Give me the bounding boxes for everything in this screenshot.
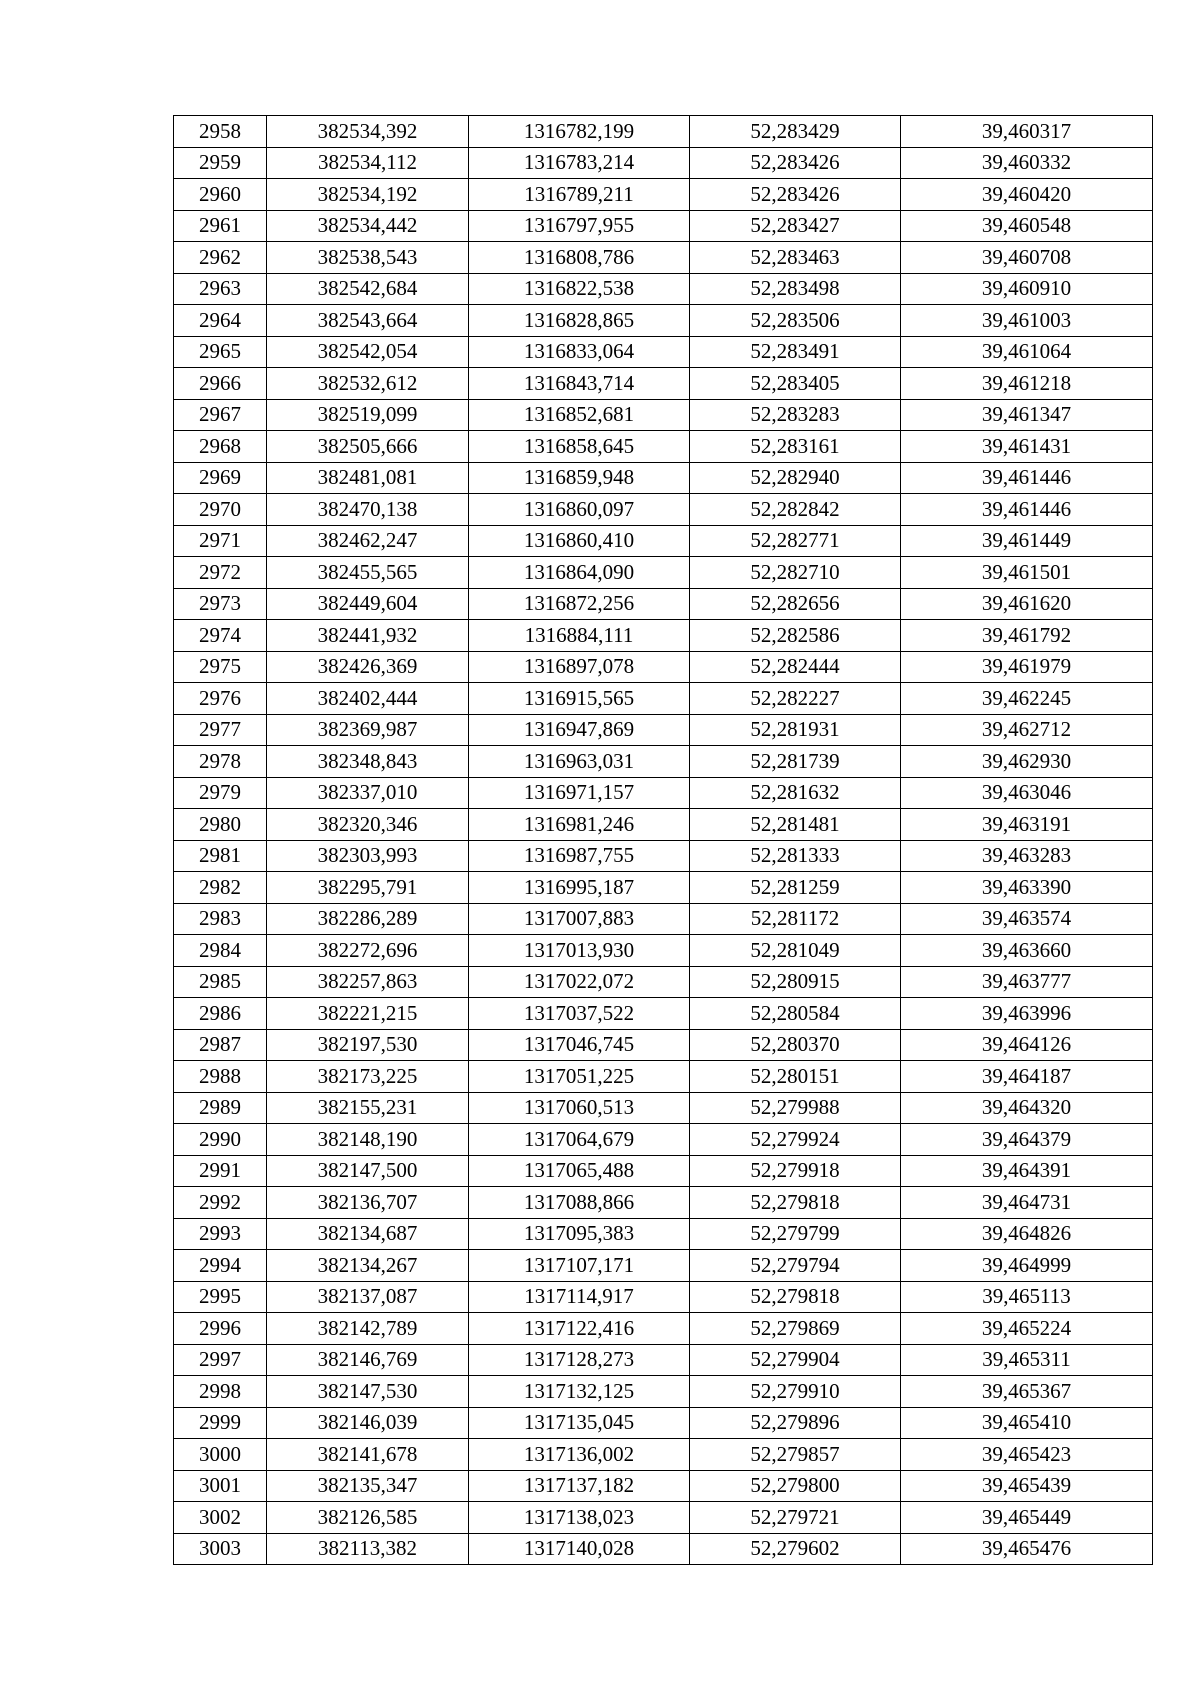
table-row <box>174 1124 1153 1156</box>
point-number-cell: 2964 <box>174 305 267 337</box>
x-coordinate-cell: 382148,190 <box>267 1124 469 1156</box>
table-row <box>174 1470 1153 1502</box>
table-row <box>174 399 1153 431</box>
point-number-cell: 2972 <box>174 557 267 589</box>
table-row <box>174 966 1153 998</box>
point-number-cell: 2971 <box>174 525 267 557</box>
table-row <box>174 1092 1153 1124</box>
y-coordinate-cell: 1317007,883 <box>469 903 690 935</box>
table-row <box>174 336 1153 368</box>
x-coordinate-cell: 382534,192 <box>267 179 469 211</box>
x-coordinate-cell: 382197,530 <box>267 1029 469 1061</box>
y-coordinate-cell: 1316987,755 <box>469 840 690 872</box>
point-number-cell: 2989 <box>174 1092 267 1124</box>
x-coordinate-cell: 382135,347 <box>267 1470 469 1502</box>
latitude-cell: 52,279896 <box>690 1407 901 1439</box>
point-number-cell: 2966 <box>174 368 267 400</box>
point-number-cell: 2995 <box>174 1281 267 1313</box>
y-coordinate-cell: 1317135,045 <box>469 1407 690 1439</box>
latitude-cell: 52,280584 <box>690 998 901 1030</box>
x-coordinate-cell: 382221,215 <box>267 998 469 1030</box>
longitude-cell: 39,464999 <box>901 1250 1153 1282</box>
longitude-cell: 39,464320 <box>901 1092 1153 1124</box>
point-number-cell: 2974 <box>174 620 267 652</box>
longitude-cell: 39,465439 <box>901 1470 1153 1502</box>
point-number-cell: 2959 <box>174 147 267 179</box>
table-row <box>174 273 1153 305</box>
longitude-cell: 39,460910 <box>901 273 1153 305</box>
table-row <box>174 305 1153 337</box>
table-row <box>174 242 1153 274</box>
x-coordinate-cell: 382134,267 <box>267 1250 469 1282</box>
latitude-cell: 52,279721 <box>690 1502 901 1534</box>
x-coordinate-cell: 382173,225 <box>267 1061 469 1093</box>
longitude-cell: 39,461792 <box>901 620 1153 652</box>
latitude-cell: 52,281333 <box>690 840 901 872</box>
longitude-cell: 39,465423 <box>901 1439 1153 1471</box>
table-row <box>174 746 1153 778</box>
table-row <box>174 368 1153 400</box>
table-row <box>174 1533 1153 1565</box>
y-coordinate-cell: 1316872,256 <box>469 588 690 620</box>
x-coordinate-cell: 382534,442 <box>267 210 469 242</box>
y-coordinate-cell: 1316859,948 <box>469 462 690 494</box>
y-coordinate-cell: 1317132,125 <box>469 1376 690 1408</box>
latitude-cell: 52,283405 <box>690 368 901 400</box>
latitude-cell: 52,279602 <box>690 1533 901 1565</box>
latitude-cell: 52,279799 <box>690 1218 901 1250</box>
latitude-cell: 52,281049 <box>690 935 901 967</box>
point-number-cell: 2992 <box>174 1187 267 1219</box>
table-row <box>174 840 1153 872</box>
table-row <box>174 1313 1153 1345</box>
y-coordinate-cell: 1316833,064 <box>469 336 690 368</box>
point-number-cell: 2975 <box>174 651 267 683</box>
x-coordinate-cell: 382146,769 <box>267 1344 469 1376</box>
y-coordinate-cell: 1316797,955 <box>469 210 690 242</box>
point-number-cell: 2962 <box>174 242 267 274</box>
longitude-cell: 39,461449 <box>901 525 1153 557</box>
point-number-cell: 2983 <box>174 903 267 935</box>
longitude-cell: 39,465311 <box>901 1344 1153 1376</box>
latitude-cell: 52,279918 <box>690 1155 901 1187</box>
point-number-cell: 2960 <box>174 179 267 211</box>
latitude-cell: 52,282842 <box>690 494 901 526</box>
table-row <box>174 998 1153 1030</box>
longitude-cell: 39,464379 <box>901 1124 1153 1156</box>
latitude-cell: 52,281172 <box>690 903 901 935</box>
x-coordinate-cell: 382142,789 <box>267 1313 469 1345</box>
point-number-cell: 2986 <box>174 998 267 1030</box>
y-coordinate-cell: 1316828,865 <box>469 305 690 337</box>
point-number-cell: 2976 <box>174 683 267 715</box>
longitude-cell: 39,465449 <box>901 1502 1153 1534</box>
table-row <box>174 588 1153 620</box>
point-number-cell: 2996 <box>174 1313 267 1345</box>
table-row <box>174 1218 1153 1250</box>
y-coordinate-cell: 1316783,214 <box>469 147 690 179</box>
y-coordinate-cell: 1317138,023 <box>469 1502 690 1534</box>
table-row <box>174 620 1153 652</box>
longitude-cell: 39,465224 <box>901 1313 1153 1345</box>
x-coordinate-cell: 382141,678 <box>267 1439 469 1471</box>
latitude-cell: 52,279857 <box>690 1439 901 1471</box>
longitude-cell: 39,464731 <box>901 1187 1153 1219</box>
longitude-cell: 39,461979 <box>901 651 1153 683</box>
x-coordinate-cell: 382348,843 <box>267 746 469 778</box>
x-coordinate-cell: 382113,382 <box>267 1533 469 1565</box>
y-coordinate-cell: 1316915,565 <box>469 683 690 715</box>
x-coordinate-cell: 382543,664 <box>267 305 469 337</box>
latitude-cell: 52,280370 <box>690 1029 901 1061</box>
latitude-cell: 52,280915 <box>690 966 901 998</box>
y-coordinate-cell: 1316884,111 <box>469 620 690 652</box>
x-coordinate-cell: 382369,987 <box>267 714 469 746</box>
longitude-cell: 39,465476 <box>901 1533 1153 1565</box>
longitude-cell: 39,460420 <box>901 179 1153 211</box>
longitude-cell: 39,461347 <box>901 399 1153 431</box>
x-coordinate-cell: 382146,039 <box>267 1407 469 1439</box>
x-coordinate-cell: 382542,684 <box>267 273 469 305</box>
longitude-cell: 39,464126 <box>901 1029 1153 1061</box>
y-coordinate-cell: 1317065,488 <box>469 1155 690 1187</box>
latitude-cell: 52,282771 <box>690 525 901 557</box>
longitude-cell: 39,465113 <box>901 1281 1153 1313</box>
y-coordinate-cell: 1317064,679 <box>469 1124 690 1156</box>
y-coordinate-cell: 1317140,028 <box>469 1533 690 1565</box>
y-coordinate-cell: 1316860,410 <box>469 525 690 557</box>
point-number-cell: 2961 <box>174 210 267 242</box>
longitude-cell: 39,462245 <box>901 683 1153 715</box>
point-number-cell: 2968 <box>174 431 267 463</box>
longitude-cell: 39,463390 <box>901 872 1153 904</box>
latitude-cell: 52,282710 <box>690 557 901 589</box>
x-coordinate-cell: 382534,392 <box>267 116 469 148</box>
y-coordinate-cell: 1316858,645 <box>469 431 690 463</box>
longitude-cell: 39,465367 <box>901 1376 1153 1408</box>
x-coordinate-cell: 382402,444 <box>267 683 469 715</box>
x-coordinate-cell: 382481,081 <box>267 462 469 494</box>
point-number-cell: 2973 <box>174 588 267 620</box>
point-number-cell: 2970 <box>174 494 267 526</box>
x-coordinate-cell: 382337,010 <box>267 777 469 809</box>
x-coordinate-cell: 382455,565 <box>267 557 469 589</box>
x-coordinate-cell: 382134,687 <box>267 1218 469 1250</box>
x-coordinate-cell: 382136,707 <box>267 1187 469 1219</box>
point-number-cell: 3003 <box>174 1533 267 1565</box>
point-number-cell: 3000 <box>174 1439 267 1471</box>
longitude-cell: 39,464187 <box>901 1061 1153 1093</box>
point-number-cell: 2978 <box>174 746 267 778</box>
point-number-cell: 2994 <box>174 1250 267 1282</box>
y-coordinate-cell: 1316981,246 <box>469 809 690 841</box>
y-coordinate-cell: 1317122,416 <box>469 1313 690 1345</box>
y-coordinate-cell: 1316822,538 <box>469 273 690 305</box>
x-coordinate-cell: 382542,054 <box>267 336 469 368</box>
x-coordinate-cell: 382272,696 <box>267 935 469 967</box>
latitude-cell: 52,281931 <box>690 714 901 746</box>
point-number-cell: 2987 <box>174 1029 267 1061</box>
y-coordinate-cell: 1316789,211 <box>469 179 690 211</box>
x-coordinate-cell: 382295,791 <box>267 872 469 904</box>
table-row <box>174 179 1153 211</box>
x-coordinate-cell: 382532,612 <box>267 368 469 400</box>
latitude-cell: 52,279794 <box>690 1250 901 1282</box>
latitude-cell: 52,281632 <box>690 777 901 809</box>
point-number-cell: 2969 <box>174 462 267 494</box>
table-row <box>174 431 1153 463</box>
y-coordinate-cell: 1317088,866 <box>469 1187 690 1219</box>
y-coordinate-cell: 1317037,522 <box>469 998 690 1030</box>
table-row <box>174 777 1153 809</box>
latitude-cell: 52,279818 <box>690 1187 901 1219</box>
point-number-cell: 2979 <box>174 777 267 809</box>
latitude-cell: 52,283161 <box>690 431 901 463</box>
latitude-cell: 52,283498 <box>690 273 901 305</box>
point-number-cell: 2988 <box>174 1061 267 1093</box>
longitude-cell: 39,461218 <box>901 368 1153 400</box>
coordinates-table <box>173 115 1153 1565</box>
latitude-cell: 52,280151 <box>690 1061 901 1093</box>
latitude-cell: 52,282227 <box>690 683 901 715</box>
y-coordinate-cell: 1316860,097 <box>469 494 690 526</box>
longitude-cell: 39,464826 <box>901 1218 1153 1250</box>
point-number-cell: 2997 <box>174 1344 267 1376</box>
table-row <box>174 557 1153 589</box>
latitude-cell: 52,282940 <box>690 462 901 494</box>
coordinates-table-body <box>174 116 1153 1565</box>
x-coordinate-cell: 382462,247 <box>267 525 469 557</box>
y-coordinate-cell: 1316782,199 <box>469 116 690 148</box>
latitude-cell: 52,281481 <box>690 809 901 841</box>
longitude-cell: 39,463574 <box>901 903 1153 935</box>
table-row <box>174 1407 1153 1439</box>
latitude-cell: 52,283427 <box>690 210 901 242</box>
table-row <box>174 935 1153 967</box>
longitude-cell: 39,464391 <box>901 1155 1153 1187</box>
longitude-cell: 39,461620 <box>901 588 1153 620</box>
table-row <box>174 210 1153 242</box>
y-coordinate-cell: 1317051,225 <box>469 1061 690 1093</box>
longitude-cell: 39,463046 <box>901 777 1153 809</box>
longitude-cell: 39,463283 <box>901 840 1153 872</box>
y-coordinate-cell: 1316864,090 <box>469 557 690 589</box>
longitude-cell: 39,461446 <box>901 462 1153 494</box>
longitude-cell: 39,461064 <box>901 336 1153 368</box>
latitude-cell: 52,283426 <box>690 179 901 211</box>
point-number-cell: 2981 <box>174 840 267 872</box>
table-row <box>174 651 1153 683</box>
table-row <box>174 525 1153 557</box>
x-coordinate-cell: 382147,530 <box>267 1376 469 1408</box>
table-row <box>174 116 1153 148</box>
x-coordinate-cell: 382449,604 <box>267 588 469 620</box>
y-coordinate-cell: 1316947,869 <box>469 714 690 746</box>
latitude-cell: 52,279904 <box>690 1344 901 1376</box>
point-number-cell: 2993 <box>174 1218 267 1250</box>
y-coordinate-cell: 1316995,187 <box>469 872 690 904</box>
y-coordinate-cell: 1316843,714 <box>469 368 690 400</box>
table-row <box>174 1187 1153 1219</box>
table-row <box>174 714 1153 746</box>
longitude-cell: 39,462930 <box>901 746 1153 778</box>
x-coordinate-cell: 382286,289 <box>267 903 469 935</box>
point-number-cell: 2982 <box>174 872 267 904</box>
point-number-cell: 2980 <box>174 809 267 841</box>
x-coordinate-cell: 382519,099 <box>267 399 469 431</box>
x-coordinate-cell: 382257,863 <box>267 966 469 998</box>
table-row <box>174 1155 1153 1187</box>
y-coordinate-cell: 1317060,513 <box>469 1092 690 1124</box>
latitude-cell: 52,283463 <box>690 242 901 274</box>
y-coordinate-cell: 1317022,072 <box>469 966 690 998</box>
y-coordinate-cell: 1316897,078 <box>469 651 690 683</box>
x-coordinate-cell: 382155,231 <box>267 1092 469 1124</box>
longitude-cell: 39,460317 <box>901 116 1153 148</box>
latitude-cell: 52,283491 <box>690 336 901 368</box>
y-coordinate-cell: 1316963,031 <box>469 746 690 778</box>
point-number-cell: 2958 <box>174 116 267 148</box>
longitude-cell: 39,461501 <box>901 557 1153 589</box>
latitude-cell: 52,282444 <box>690 651 901 683</box>
x-coordinate-cell: 382303,993 <box>267 840 469 872</box>
y-coordinate-cell: 1316852,681 <box>469 399 690 431</box>
point-number-cell: 2967 <box>174 399 267 431</box>
x-coordinate-cell: 382137,087 <box>267 1281 469 1313</box>
point-number-cell: 3001 <box>174 1470 267 1502</box>
latitude-cell: 52,279800 <box>690 1470 901 1502</box>
y-coordinate-cell: 1317128,273 <box>469 1344 690 1376</box>
point-number-cell: 3002 <box>174 1502 267 1534</box>
table-row <box>174 872 1153 904</box>
latitude-cell: 52,283429 <box>690 116 901 148</box>
point-number-cell: 2991 <box>174 1155 267 1187</box>
table-row <box>174 1439 1153 1471</box>
table-row <box>174 1061 1153 1093</box>
longitude-cell: 39,462712 <box>901 714 1153 746</box>
x-coordinate-cell: 382426,369 <box>267 651 469 683</box>
table-row <box>174 1376 1153 1408</box>
table-row <box>174 462 1153 494</box>
point-number-cell: 2999 <box>174 1407 267 1439</box>
longitude-cell: 39,463660 <box>901 935 1153 967</box>
table-row <box>174 903 1153 935</box>
y-coordinate-cell: 1317046,745 <box>469 1029 690 1061</box>
latitude-cell: 52,281739 <box>690 746 901 778</box>
x-coordinate-cell: 382534,112 <box>267 147 469 179</box>
x-coordinate-cell: 382441,932 <box>267 620 469 652</box>
x-coordinate-cell: 382320,346 <box>267 809 469 841</box>
latitude-cell: 52,282656 <box>690 588 901 620</box>
x-coordinate-cell: 382505,666 <box>267 431 469 463</box>
longitude-cell: 39,461431 <box>901 431 1153 463</box>
x-coordinate-cell: 382470,138 <box>267 494 469 526</box>
longitude-cell: 39,463996 <box>901 998 1153 1030</box>
y-coordinate-cell: 1317107,171 <box>469 1250 690 1282</box>
point-number-cell: 2990 <box>174 1124 267 1156</box>
table-row <box>174 1281 1153 1313</box>
latitude-cell: 52,282586 <box>690 620 901 652</box>
longitude-cell: 39,463777 <box>901 966 1153 998</box>
y-coordinate-cell: 1317013,930 <box>469 935 690 967</box>
table-row <box>174 1029 1153 1061</box>
point-number-cell: 2998 <box>174 1376 267 1408</box>
latitude-cell: 52,281259 <box>690 872 901 904</box>
point-number-cell: 2965 <box>174 336 267 368</box>
latitude-cell: 52,279988 <box>690 1092 901 1124</box>
latitude-cell: 52,279818 <box>690 1281 901 1313</box>
longitude-cell: 39,460548 <box>901 210 1153 242</box>
y-coordinate-cell: 1317095,383 <box>469 1218 690 1250</box>
table-row <box>174 1250 1153 1282</box>
point-number-cell: 2984 <box>174 935 267 967</box>
latitude-cell: 52,279924 <box>690 1124 901 1156</box>
x-coordinate-cell: 382126,585 <box>267 1502 469 1534</box>
point-number-cell: 2977 <box>174 714 267 746</box>
y-coordinate-cell: 1316808,786 <box>469 242 690 274</box>
table-row <box>174 683 1153 715</box>
table-row <box>174 809 1153 841</box>
x-coordinate-cell: 382538,543 <box>267 242 469 274</box>
y-coordinate-cell: 1316971,157 <box>469 777 690 809</box>
table-row <box>174 147 1153 179</box>
y-coordinate-cell: 1317114,917 <box>469 1281 690 1313</box>
longitude-cell: 39,461003 <box>901 305 1153 337</box>
latitude-cell: 52,279869 <box>690 1313 901 1345</box>
latitude-cell: 52,283426 <box>690 147 901 179</box>
latitude-cell: 52,279910 <box>690 1376 901 1408</box>
longitude-cell: 39,460332 <box>901 147 1153 179</box>
longitude-cell: 39,460708 <box>901 242 1153 274</box>
table-row <box>174 1344 1153 1376</box>
point-number-cell: 2963 <box>174 273 267 305</box>
table-row <box>174 494 1153 526</box>
longitude-cell: 39,465410 <box>901 1407 1153 1439</box>
longitude-cell: 39,463191 <box>901 809 1153 841</box>
longitude-cell: 39,461446 <box>901 494 1153 526</box>
table-row <box>174 1502 1153 1534</box>
y-coordinate-cell: 1317136,002 <box>469 1439 690 1471</box>
point-number-cell: 2985 <box>174 966 267 998</box>
x-coordinate-cell: 382147,500 <box>267 1155 469 1187</box>
latitude-cell: 52,283283 <box>690 399 901 431</box>
latitude-cell: 52,283506 <box>690 305 901 337</box>
y-coordinate-cell: 1317137,182 <box>469 1470 690 1502</box>
